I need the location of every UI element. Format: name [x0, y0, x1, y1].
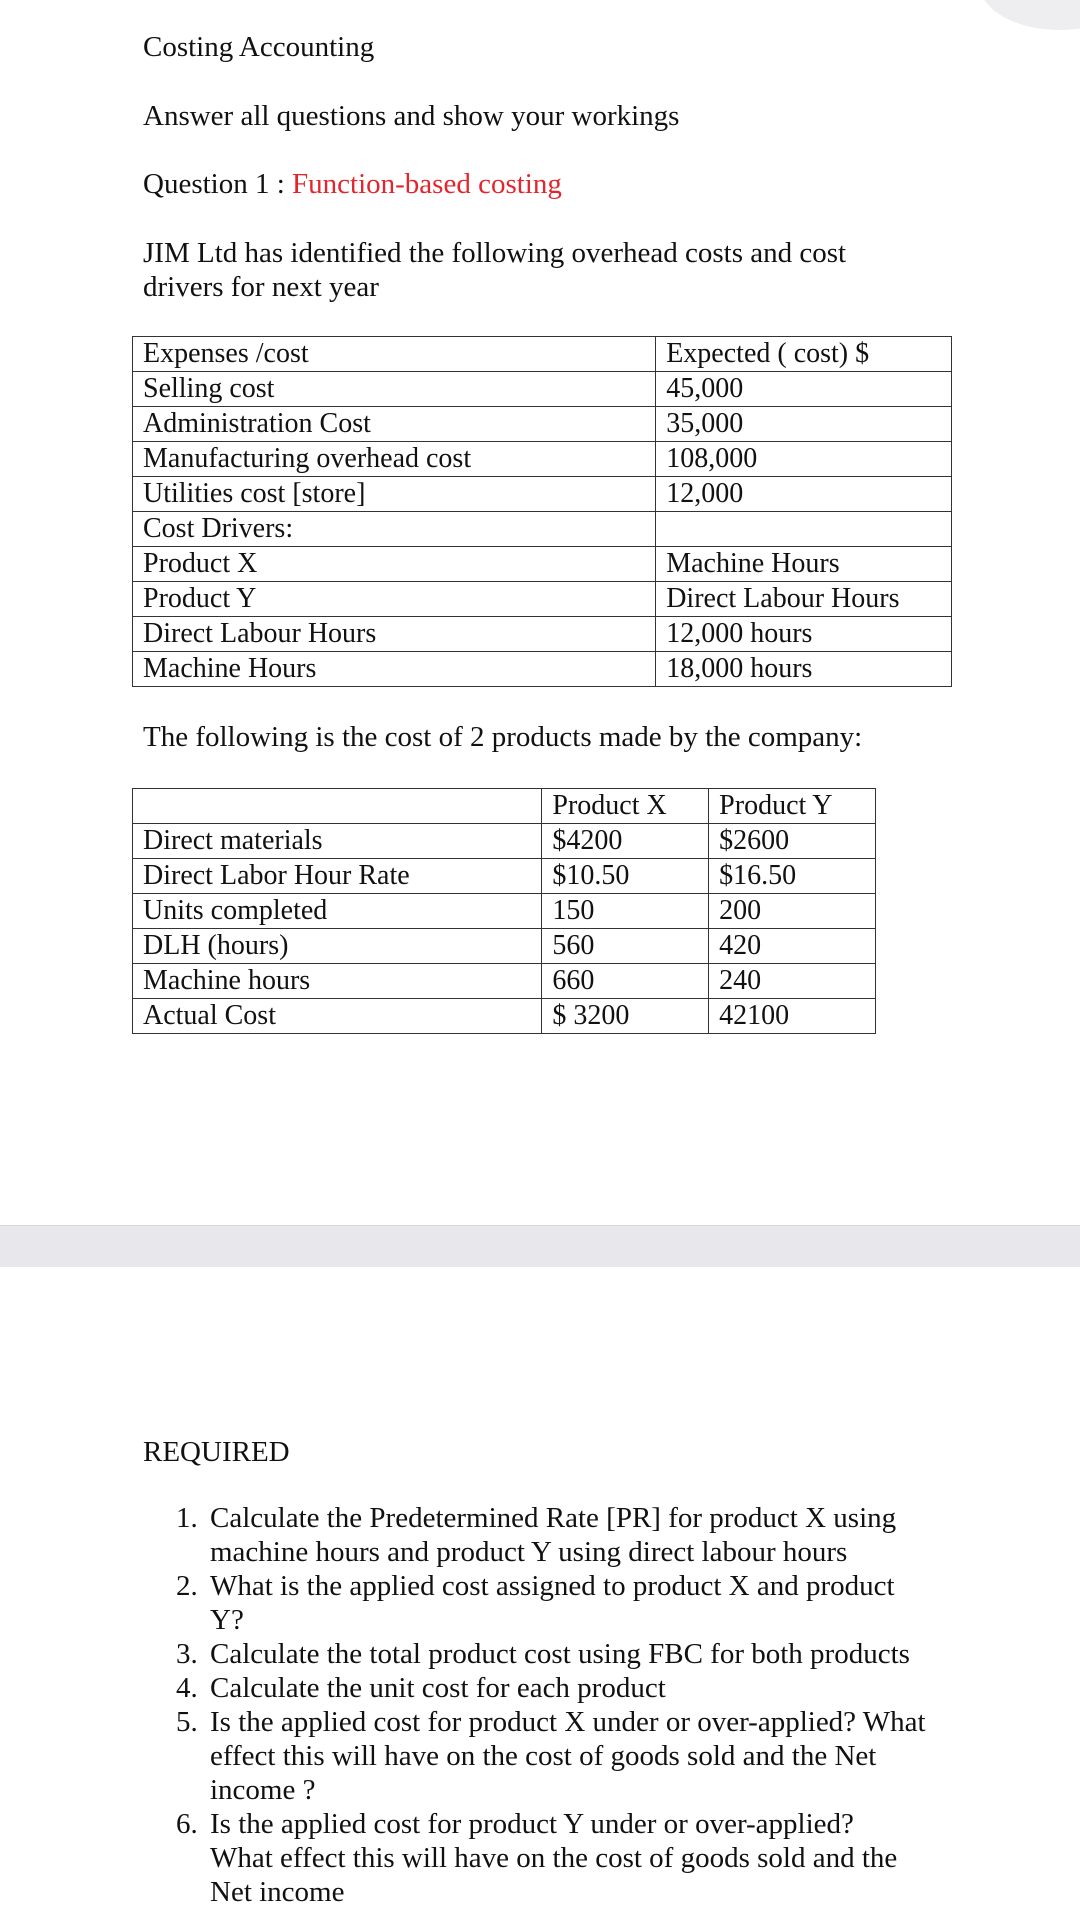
- question-heading: [143, 167, 562, 201]
- table-row: [133, 372, 952, 407]
- list-item-number: 1.: [176, 1502, 198, 1534]
- table-cell: 18,000 hours: [656, 652, 952, 687]
- list-item: [176, 1501, 970, 1569]
- table-cell: [656, 512, 952, 547]
- list-item-line: Calculate the Predetermined Rate [PR] for product X using: [210, 1502, 897, 1534]
- instruction-text: Answer all questions and show your workings: [143, 100, 680, 132]
- list-item-number: 4.: [176, 1672, 198, 1704]
- required-heading: REQUIRED: [143, 1436, 290, 1468]
- table-cell: [133, 789, 542, 824]
- table-cell: Machine Hours: [656, 547, 952, 582]
- table-row: [133, 617, 952, 652]
- list-item: [176, 1807, 970, 1909]
- table-cell: 240: [709, 964, 876, 999]
- table-cell: Product X: [542, 789, 709, 824]
- table-cell: 108,000: [656, 442, 952, 477]
- table-cell: Expected ( cost) $: [656, 337, 952, 372]
- table-cell: Actual Cost: [133, 999, 542, 1034]
- table-cell: Product Y: [133, 582, 656, 617]
- table-cell: 420: [709, 929, 876, 964]
- intro-line-2: drivers for next year: [143, 271, 379, 303]
- table-cell: 45,000: [656, 372, 952, 407]
- table-cell: Machine Hours: [133, 652, 656, 687]
- table-cell: Cost Drivers:: [133, 512, 656, 547]
- table-cell: Direct Labour Hours: [656, 582, 952, 617]
- table-cell: Product X: [133, 547, 656, 582]
- table-row: [133, 442, 952, 477]
- table-cell: Selling cost: [133, 372, 656, 407]
- table-row: [133, 547, 952, 582]
- page-separator: [0, 1225, 1080, 1267]
- list-item-line: Is the applied cost for product Y under or over-applied?: [210, 1808, 854, 1840]
- table-cell: 42100: [709, 999, 876, 1034]
- list-item-line: machine hours and product Y using direct labour hours: [210, 1536, 848, 1568]
- table-cell: 660: [542, 964, 709, 999]
- table-row: [133, 859, 876, 894]
- list-item-number: 5.: [176, 1706, 198, 1738]
- list-item-line: What is the applied cost assigned to product X and product: [210, 1570, 895, 1602]
- table-row: [133, 999, 876, 1034]
- table-row: [133, 789, 876, 824]
- table-cell: Machine hours: [133, 964, 542, 999]
- table-cell: $16.50: [709, 859, 876, 894]
- list-item: [176, 1705, 970, 1807]
- list-item-line: Calculate the unit cost for each product: [210, 1672, 666, 1704]
- table-cell: $4200: [542, 824, 709, 859]
- list-item-number: 6.: [176, 1808, 198, 1840]
- table-cell: $ 3200: [542, 999, 709, 1034]
- table-cell: $10.50: [542, 859, 709, 894]
- table-cell: 12,000 hours: [656, 617, 952, 652]
- table-cell: 35,000: [656, 407, 952, 442]
- table-cell: 200: [709, 894, 876, 929]
- required-questions-list: [176, 1501, 970, 1909]
- products-intro-text: The following is the cost of 2 products made by the company:: [143, 721, 863, 753]
- intro-line-1: JIM Ltd has identified the following overhead costs and cost: [143, 237, 847, 269]
- table-cell: Utilities cost [store]: [133, 477, 656, 512]
- table-row: [133, 894, 876, 929]
- list-item-line: Y?: [210, 1604, 244, 1636]
- list-item: [176, 1671, 970, 1705]
- table-row: [133, 477, 952, 512]
- table-cell: Direct Labor Hour Rate: [133, 859, 542, 894]
- list-item: [176, 1569, 970, 1637]
- question-topic: Function-based costing: [292, 168, 562, 200]
- list-item-number: 2.: [176, 1570, 198, 1602]
- document-title: Costing Accounting: [143, 31, 375, 63]
- table-cell: Direct materials: [133, 824, 542, 859]
- table-cell: 12,000: [656, 477, 952, 512]
- page-corner-shadow: [980, 0, 1080, 30]
- list-item: [176, 1637, 970, 1671]
- question-prefix: Question 1 :: [143, 168, 293, 200]
- table-cell: $2600: [709, 824, 876, 859]
- product-costs-table: [132, 788, 876, 1034]
- table-row: [133, 407, 952, 442]
- table-row: [133, 824, 876, 859]
- list-item-line: Is the applied cost for product X under or over-applied? What: [210, 1706, 926, 1738]
- table-cell: Administration Cost: [133, 407, 656, 442]
- table-cell: Units completed: [133, 894, 542, 929]
- list-item-line: Net income: [210, 1876, 345, 1908]
- overhead-costs-table: [132, 336, 952, 687]
- list-item-line: effect this will have on the cost of goods sold and the Net: [210, 1740, 877, 1772]
- table-row: [133, 652, 952, 687]
- list-item-number: 3.: [176, 1638, 198, 1670]
- table-row: [133, 512, 952, 547]
- table-cell: Manufacturing overhead cost: [133, 442, 656, 477]
- table-row: [133, 929, 876, 964]
- table-row: [133, 337, 952, 372]
- table-cell: DLH (hours): [133, 929, 542, 964]
- list-item-line: What effect this will have on the cost of goods sold and the: [210, 1842, 898, 1874]
- table-cell: Expenses /cost: [133, 337, 656, 372]
- list-item-line: Calculate the total product cost using FBC for both products: [210, 1638, 910, 1670]
- table-row: [133, 582, 952, 617]
- table-cell: 150: [542, 894, 709, 929]
- table-row: [133, 964, 876, 999]
- list-item-line: income ?: [210, 1774, 316, 1806]
- table-cell: Product Y: [709, 789, 876, 824]
- table-cell: 560: [542, 929, 709, 964]
- table-cell: Direct Labour Hours: [133, 617, 656, 652]
